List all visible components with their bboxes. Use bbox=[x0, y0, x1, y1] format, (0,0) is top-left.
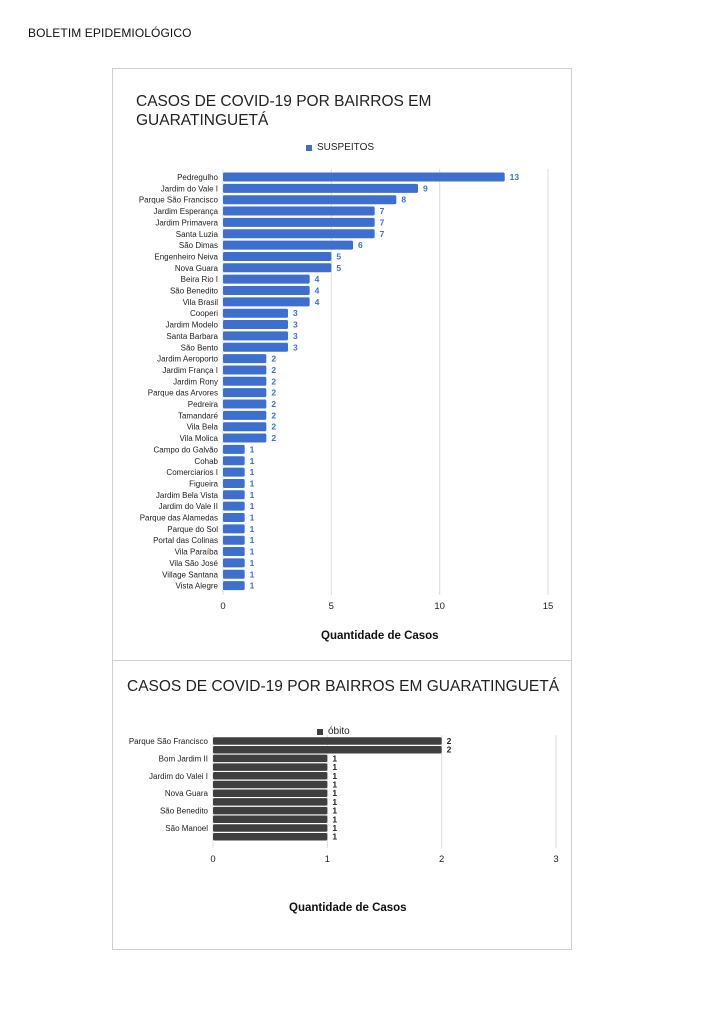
category-label: Jardim Primavera bbox=[155, 218, 218, 228]
bars bbox=[139, 172, 520, 591]
data-label: 2 bbox=[271, 421, 277, 432]
bar bbox=[213, 824, 327, 832]
bar bbox=[223, 400, 266, 409]
data-label: 7 bbox=[379, 217, 385, 228]
x-tick-label: 10 bbox=[434, 601, 445, 612]
bar bbox=[213, 763, 327, 771]
data-label: 2 bbox=[271, 399, 277, 409]
bar bbox=[223, 207, 375, 216]
bar bbox=[223, 547, 245, 556]
data-label: 2 bbox=[271, 376, 277, 387]
bar bbox=[223, 536, 245, 545]
bar bbox=[223, 422, 266, 431]
bar bbox=[223, 479, 245, 488]
data-label: 1 bbox=[249, 546, 255, 557]
category-label: Vista Alegre bbox=[175, 581, 218, 591]
category-label: Jardim Bela Vista bbox=[155, 490, 218, 500]
x-tick-label: 15 bbox=[542, 601, 554, 612]
bar bbox=[213, 772, 327, 780]
legend-label: SUSPEITOS bbox=[317, 142, 375, 153]
category-label: Jardim Modelo bbox=[165, 320, 218, 330]
data-label: 1 bbox=[249, 580, 255, 591]
category-label: Bom Jardim II bbox=[158, 754, 208, 764]
data-label: 9 bbox=[423, 183, 428, 194]
data-label: 1 bbox=[249, 535, 255, 546]
category-label: Pedreira bbox=[187, 400, 218, 409]
category-label: Vila São José bbox=[169, 558, 218, 568]
category-label: Beira Rio I bbox=[180, 275, 218, 285]
data-label: 3 bbox=[293, 308, 298, 319]
data-label: 3 bbox=[293, 319, 298, 330]
chart-plot-area bbox=[113, 69, 571, 661]
data-label: 2 bbox=[446, 736, 452, 746]
data-label: 2 bbox=[271, 410, 277, 421]
bar bbox=[223, 309, 288, 318]
x-tick-label: 3 bbox=[553, 854, 559, 865]
deaths-chart bbox=[112, 660, 572, 950]
bar bbox=[223, 331, 288, 340]
bar bbox=[223, 173, 505, 182]
x-tick-label: 1 bbox=[324, 854, 330, 865]
data-label: 7 bbox=[379, 206, 385, 217]
data-label: 5 bbox=[336, 262, 342, 273]
bar bbox=[223, 581, 245, 590]
x-tick-label: 0 bbox=[210, 854, 216, 865]
data-label: 1 bbox=[249, 569, 255, 580]
bar bbox=[223, 286, 310, 295]
bar bbox=[223, 320, 288, 329]
bar bbox=[223, 502, 245, 511]
bar bbox=[223, 229, 375, 238]
category-label: Jardim do Vale I bbox=[160, 184, 218, 194]
bar bbox=[223, 468, 245, 477]
data-label: 1 bbox=[249, 467, 255, 478]
bar bbox=[223, 445, 245, 454]
data-label: 1 bbox=[249, 478, 255, 489]
data-label: 4 bbox=[314, 296, 320, 307]
category-label: Jardim do Valei I bbox=[149, 771, 208, 781]
category-label: Engenheiro Neiva bbox=[154, 252, 218, 262]
bar bbox=[223, 218, 375, 227]
bar bbox=[213, 833, 327, 841]
data-label: 1 bbox=[249, 523, 255, 534]
bar bbox=[223, 263, 331, 272]
chart-title: CASOS DE COVID-19 POR BAIRROS EM GUARATINGUETÁ bbox=[127, 678, 560, 695]
data-label: 1 bbox=[249, 557, 255, 568]
category-label: Campo do Galvão bbox=[153, 445, 218, 455]
bar bbox=[223, 513, 245, 522]
document-header: BOLETIM EPIDEMIOLÓGICO bbox=[28, 26, 192, 40]
category-label: Jardim Esperança bbox=[153, 207, 218, 217]
data-label: 1 bbox=[249, 489, 255, 500]
data-label: 1 bbox=[332, 805, 338, 816]
category-label: São Manoel bbox=[165, 824, 208, 833]
x-axis-label: Quantidade de Casos bbox=[321, 630, 439, 642]
category-label: Portal das Colinas bbox=[153, 536, 218, 546]
category-label: Jardim França I bbox=[162, 365, 218, 375]
category-label: Vila Brasil bbox=[182, 297, 218, 307]
category-label: Vila Paraíba bbox=[174, 547, 218, 557]
bar bbox=[213, 746, 442, 754]
bar bbox=[223, 388, 266, 397]
category-label: São Bento bbox=[180, 343, 218, 353]
data-label: 1 bbox=[332, 814, 338, 825]
bar bbox=[223, 297, 310, 306]
data-label: 7 bbox=[379, 228, 385, 239]
category-label: Nova Guara bbox=[174, 263, 218, 273]
data-label: 3 bbox=[293, 330, 298, 341]
chart-title: CASOS DE COVID-19 POR BAIRROS EM GUARATINGUETÁ bbox=[136, 93, 432, 129]
data-label: 4 bbox=[314, 285, 320, 296]
bar bbox=[223, 570, 245, 579]
data-label: 1 bbox=[332, 753, 338, 764]
bar bbox=[223, 456, 245, 465]
bar bbox=[223, 241, 353, 250]
bar bbox=[223, 365, 266, 374]
bar bbox=[223, 354, 266, 363]
category-label: Pedregulho bbox=[177, 173, 218, 182]
category-label: Parque das Arvores bbox=[147, 388, 218, 398]
data-label: 2 bbox=[271, 353, 277, 364]
bar bbox=[223, 490, 245, 499]
bar bbox=[223, 524, 245, 533]
bar bbox=[213, 755, 327, 763]
category-label: Comerciarios I bbox=[166, 468, 218, 478]
bar bbox=[213, 781, 327, 789]
data-label: 1 bbox=[332, 770, 338, 781]
bar bbox=[223, 411, 266, 420]
bar bbox=[223, 377, 266, 386]
category-label: Figueira bbox=[189, 479, 218, 489]
bar bbox=[223, 558, 245, 567]
data-label: 1 bbox=[332, 796, 338, 807]
bars bbox=[129, 736, 452, 842]
x-tick-label: 5 bbox=[328, 601, 334, 612]
category-label: Jardim Aeroporto bbox=[157, 354, 218, 364]
category-label: Santa Luzia bbox=[175, 229, 218, 239]
category-label: São Benedito bbox=[159, 806, 208, 816]
data-label: 1 bbox=[332, 762, 338, 773]
suspected-cases-chart bbox=[112, 68, 572, 662]
category-label: Parque das Alamedas bbox=[139, 513, 218, 523]
data-label: 1 bbox=[332, 823, 338, 833]
bar bbox=[213, 737, 442, 745]
category-label: São Dimas bbox=[178, 241, 218, 251]
data-label: 8 bbox=[401, 194, 407, 205]
x-tick-label: 2 bbox=[439, 854, 445, 865]
data-label: 1 bbox=[249, 512, 255, 523]
category-label: Vila Molica bbox=[179, 434, 218, 444]
data-label: 2 bbox=[271, 364, 277, 375]
category-label: Jardim Rony bbox=[173, 377, 218, 387]
category-label: Cohab bbox=[194, 456, 218, 466]
category-label: Parque São Francisco bbox=[138, 195, 218, 205]
category-label: Jardim do Vale II bbox=[158, 502, 218, 512]
category-label: Santa Barbara bbox=[166, 331, 218, 341]
data-label: 1 bbox=[249, 444, 255, 455]
data-label: 2 bbox=[446, 744, 452, 755]
data-label: 2 bbox=[271, 387, 277, 398]
category-label: Parque São Francisco bbox=[128, 737, 208, 746]
data-label: 3 bbox=[293, 342, 298, 353]
category-label: Parque do Sol bbox=[167, 524, 218, 534]
x-tick-label: 0 bbox=[220, 601, 226, 612]
data-label: 1 bbox=[332, 788, 338, 799]
legend-label: óbito bbox=[328, 726, 350, 737]
category-label: Vila Bela bbox=[186, 422, 218, 432]
bar bbox=[223, 343, 288, 352]
bar bbox=[223, 252, 331, 261]
category-label: Tamandaré bbox=[177, 411, 218, 421]
data-label: 1 bbox=[249, 501, 255, 512]
data-label: 1 bbox=[332, 779, 338, 790]
data-label: 1 bbox=[249, 455, 255, 466]
bar bbox=[223, 275, 310, 284]
bar bbox=[213, 789, 327, 797]
category-label: São Benedito bbox=[169, 286, 218, 296]
data-label: 5 bbox=[336, 251, 342, 262]
bar bbox=[213, 807, 327, 815]
category-label: Cooperi bbox=[189, 309, 218, 319]
bar bbox=[213, 816, 327, 824]
category-label: Nova Guara bbox=[164, 789, 208, 799]
x-axis-label: Quantidade de Casos bbox=[289, 902, 407, 914]
bar bbox=[223, 434, 266, 443]
category-label: Village Santana bbox=[162, 570, 218, 580]
data-label: 4 bbox=[314, 274, 320, 285]
bar bbox=[213, 798, 327, 806]
data-label: 1 bbox=[332, 831, 338, 842]
bar bbox=[223, 184, 418, 193]
data-label: 13 bbox=[509, 172, 520, 182]
data-label: 2 bbox=[271, 433, 277, 444]
bar bbox=[223, 195, 396, 204]
data-label: 6 bbox=[358, 240, 363, 251]
